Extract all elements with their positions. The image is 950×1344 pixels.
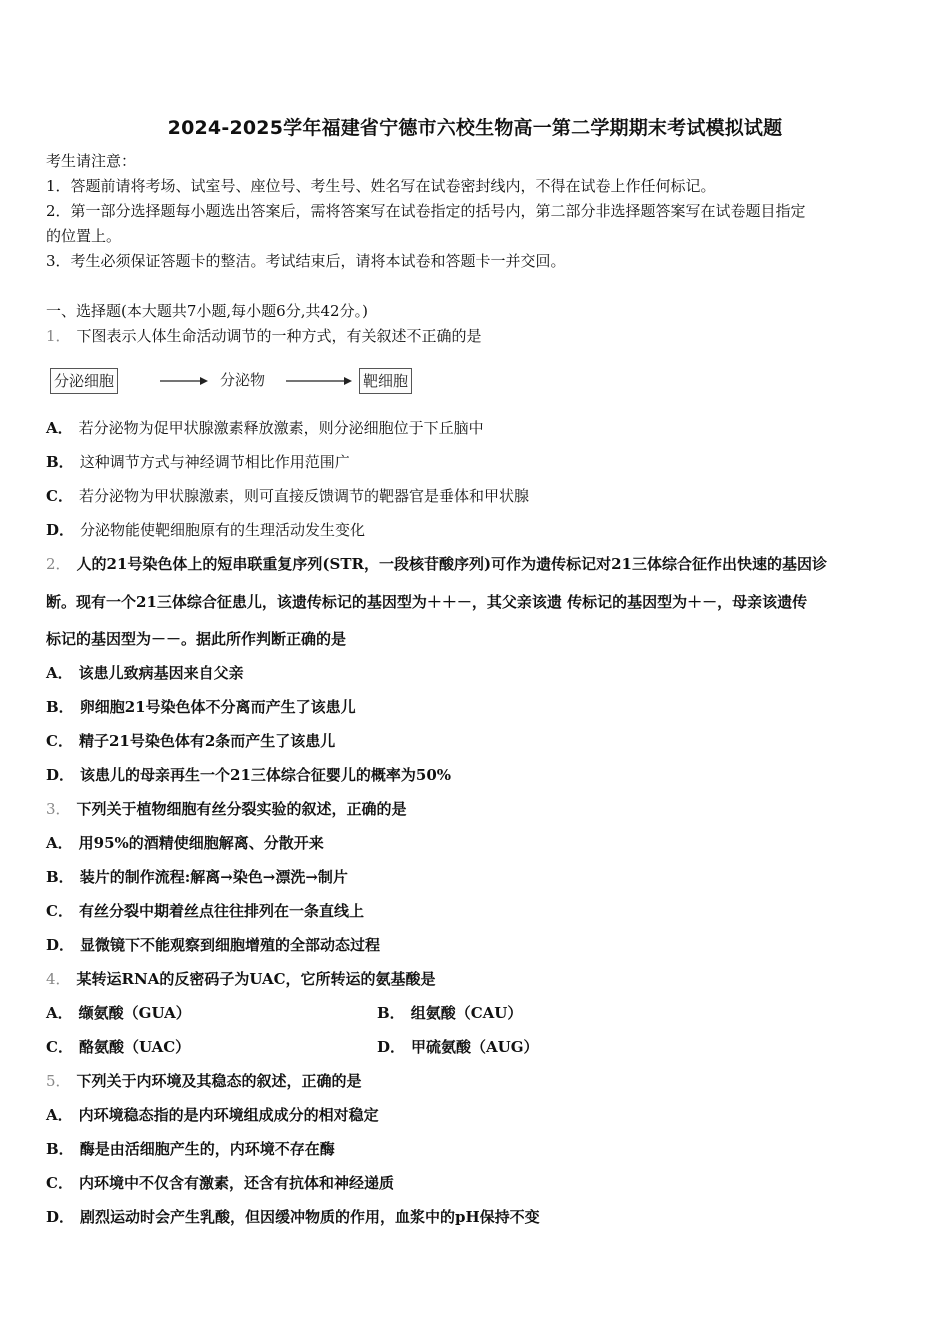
option-a: A． 若分泌物为促甲状腺激素释放激素，则分泌细胞位于下丘脑中 [46,419,484,437]
option-b: B． 酶是由活细胞产生的，内环境不存在酶 [46,1140,335,1158]
question-1-stem [46,326,482,346]
question-text: 下列关于植物细胞有丝分裂实验的叙述，正确的是 [76,800,407,818]
notice-item: 3．考生必须保证答题卡的整洁。考试结束后，请将本试卷和答题卡一并交回。 [46,252,566,270]
notice-item: 1．答题前请将考场、试室号、座位号、考生号、姓名写在试卷密封线内，不得在试卷上作任何标记。 [46,177,716,195]
option-d: D． 该患儿的母亲再生一个21三体综合征婴儿的概率为50% [46,766,452,784]
question-number: 3． [46,800,71,818]
option-b: B． 卵细胞21号染色体不分离而产生了该患儿 [46,698,356,716]
option-c: C． 有丝分裂中期着丝点往往排列在一条直线上 [46,902,364,920]
notice-item: 的位置上。 [46,227,122,245]
question-3-stem [46,799,407,819]
arrow-icon [284,374,354,388]
secretion-label: 分泌物 [220,371,266,389]
regulation-diagram [50,366,430,396]
option-a: A． 内环境稳态指的是内环境组成成分的相对稳定 [46,1106,379,1124]
arrow-icon [158,374,210,388]
question-5-stem [46,1071,362,1091]
option-d: D． 剧烈运动时会产生乳酸，但因缓冲物质的作用，血浆中的pH保持不变 [46,1208,540,1226]
question-text: 标记的基因型为－－。据此所作判断正确的是 [46,630,347,648]
option-d: D． 显微镜下不能观察到细胞增殖的全部动态过程 [46,936,381,954]
question-4-stem [46,969,436,989]
question-text: 下图表示人体生命活动调节的一种方式，有关叙述不正确的是 [76,327,482,345]
question-text: 断。现有一个21三体综合征患儿，该遗传标记的基因型为＋＋－，其父亲该遗 传标记的基因型为＋－，母亲该遗传 [46,593,808,611]
question-text: 人的21号染色体上的短串联重复序列(STR，一段核苷酸序列)可作为遗传标记对21三体综合征作出快速的基因诊 [76,555,827,573]
section-heading: 一、选择题(本大题共7小题,每小题6分,共42分。) [46,302,368,320]
option-b: B． 这种调节方式与神经调节相比作用范围广 [46,453,350,471]
question-number: 2． [46,555,71,573]
option-d: D． 甲硫氨酸（AUG） [377,1038,539,1056]
option-c: C． 内环境中不仅含有激素，还含有抗体和神经递质 [46,1174,394,1192]
notice-item: 2．第一部分选择题每小题选出答案后，需将答案写在试卷指定的括号内，第二部分非选择题答案写在试卷题目指定 [46,202,806,220]
page-title: 2024-2025学年福建省宁德市六校生物高一第二学期期末考试模拟试题 [167,117,783,139]
option-b: B． 组氨酸（CAU） [377,1004,523,1022]
question-text: 下列关于内环境及其稳态的叙述，正确的是 [76,1072,362,1090]
question-number: 1． [46,327,71,345]
option-c: C． 若分泌物为甲状腺激素，则可直接反馈调节的靶器官是垂体和甲状腺 [46,487,529,505]
option-d: D． 分泌物能使靶细胞原有的生理活动发生变化 [46,521,366,539]
option-c: C． 精子21号染色体有2条而产生了该患儿 [46,732,336,750]
option-a: A． 缬氨酸（GUA） [46,1004,191,1022]
option-b: B． 装片的制作流程:解离→染色→漂洗→制片 [46,868,348,886]
secretory-cell-box: 分泌细胞 [50,368,118,394]
option-a: A． 用95%的酒精使细胞解离、分散开来 [46,834,324,852]
question-2-stem [46,554,827,574]
question-number: 5． [46,1072,71,1090]
option-c: C． 酪氨酸（UAC） [46,1038,191,1056]
target-cell-box: 靶细胞 [359,368,412,394]
notice-heading: 考生请注意： [46,152,137,170]
option-a: A． 该患儿致病基因来自父亲 [46,664,244,682]
question-text: 某转运RNA的反密码子为UAC，它所转运的氨基酸是 [76,970,436,988]
question-number: 4． [46,970,71,988]
